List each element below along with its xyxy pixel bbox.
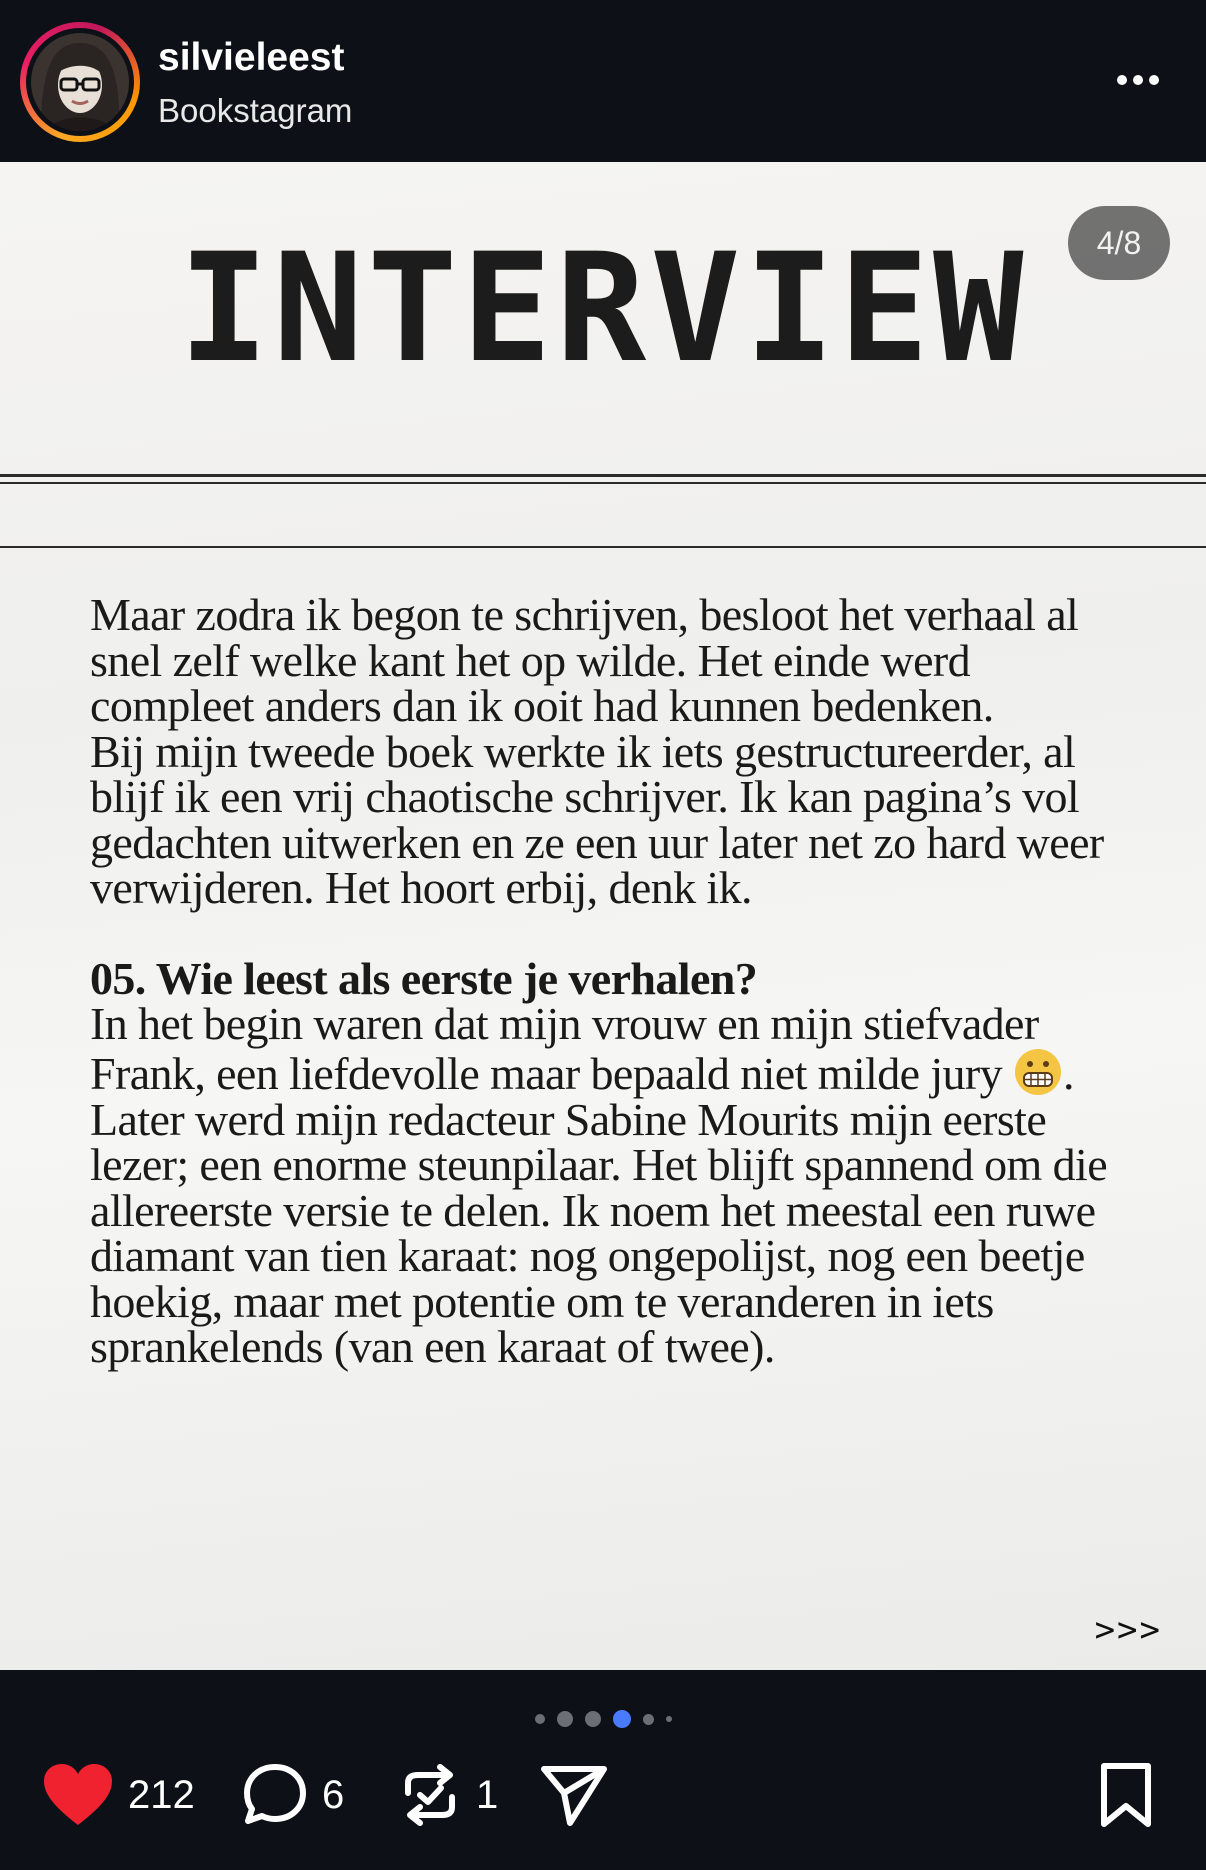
repost-icon (398, 1763, 462, 1827)
answer-paragraph (90, 998, 1130, 1372)
post-image[interactable] (0, 162, 1206, 1670)
carousel-dots (0, 1704, 1206, 1734)
slide-counter: 4/8 (1068, 206, 1170, 280)
post-header (0, 0, 1206, 162)
share-button[interactable] (540, 1760, 608, 1830)
carousel-dot (535, 1714, 545, 1724)
carousel-dot-active (613, 1710, 631, 1728)
divider (0, 474, 1206, 477)
comment-count: 6 (322, 1772, 345, 1817)
account-subtitle: Bookstagram (158, 92, 353, 129)
paragraph: Bij mijn tweede boek werkte ik iets gestructureerder, al blijf ik een vrij chaotische schrijver. Ik kan pagina’s vol gedachten uitwerken en ze een uur later net zo hard weer verwijderen. Het hoort erbij, denk ik. (90, 725, 1104, 913)
interview-text (90, 589, 1130, 1372)
carousel-dot (643, 1714, 654, 1725)
repost-button[interactable] (398, 1760, 498, 1830)
action-bar (0, 1760, 1206, 1870)
carousel-dot (557, 1711, 573, 1727)
answer-text: . Later werd mijn redacteur Sabine Mourits mijn eerste lezer; een enorme steunpilaar. Het blijft spannend om die allereerste versie te delen. Ik noem het meestal een ruwe diamant van tien karaat: nog ongepolijst, nog een beetje hoekig, maar met potentie om te veranderen in iets sprankelends (van een karaat of twee). (90, 1047, 1108, 1372)
like-count: 212 (128, 1772, 195, 1817)
heart-icon (42, 1763, 114, 1827)
question-heading: 05. Wie leest als eerste je verhalen? (90, 952, 758, 1004)
save-button[interactable] (1098, 1760, 1154, 1830)
comment-icon (242, 1763, 308, 1827)
answer-text: In het begin waren dat mijn vrouw en mijn stiefvader Frank, een liefdevolle maar bepaald niet milde jury (90, 998, 1039, 1099)
avatar[interactable] (20, 22, 140, 142)
repost-count: 1 (476, 1772, 499, 1817)
next-slide-indicator: >>> (1094, 1610, 1162, 1650)
divider (0, 546, 1206, 548)
grimacing-face-icon (1013, 1047, 1063, 1097)
username[interactable]: silvieleest (158, 36, 345, 79)
avatar-image (31, 33, 129, 131)
interview-heading: INTERVIEW (178, 222, 1028, 396)
like-button[interactable] (42, 1760, 195, 1830)
paragraph: Maar zodra ik begon te schrijven, besloot het verhaal al snel zelf welke kant het op wilde. Het einde werd compleet anders dan ik ooit had kunnen bedenken. (90, 589, 1079, 731)
bookmark-icon (1098, 1762, 1154, 1828)
carousel-dot (585, 1711, 601, 1727)
divider (0, 482, 1206, 484)
comment-button[interactable] (242, 1760, 344, 1830)
send-icon (540, 1763, 608, 1827)
carousel-dot (666, 1716, 672, 1722)
more-options-icon[interactable] (1108, 60, 1168, 100)
